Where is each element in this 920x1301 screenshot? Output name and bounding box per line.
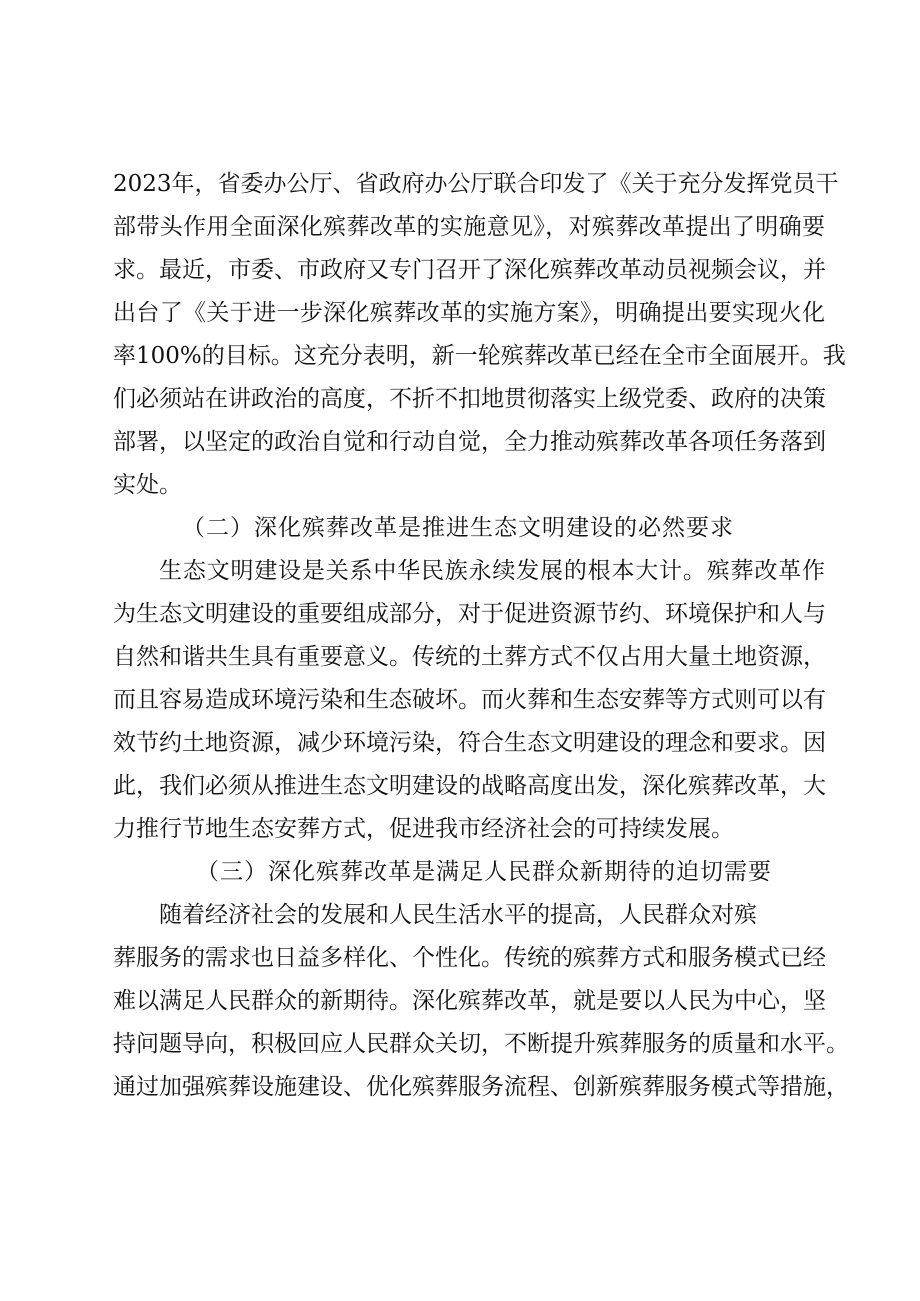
text-line: 力推行节地生态安葬方式，促进我市经济社会的可持续发展。 bbox=[113, 816, 734, 842]
text-line: 实处。 bbox=[113, 472, 182, 498]
text-line: 通过加强殡葬设施建设、优化殡葬服务流程、创新殡葬服务模式等措施， bbox=[113, 1074, 849, 1100]
text-line: 部署，以坚定的政治自觉和行动自觉，全力推动殡葬改革各项任务落到 bbox=[113, 429, 826, 455]
text-line: 难以满足人民群众的新期待。深化殡葬改革，就是要以人民为中心，坚 bbox=[113, 988, 826, 1014]
text-line: 2023年，省委办公厅、省政府办公厅联合印发了《关于充分发挥党员干 bbox=[113, 171, 839, 197]
text-line: 率100%的目标。这充分表明，新一轮殡葬改革已经在全市全面展开。我 bbox=[113, 343, 846, 369]
text-line: 自然和谐共生具有重要意义。传统的土葬方式不仅占用大量土地资源， bbox=[113, 644, 826, 670]
text-line: 部带头作用全面深化殡葬改革的实施意见》，对殡葬改革提出了明确要 bbox=[113, 214, 825, 240]
section-heading-3: （三）深化殡葬改革是满足人民群众新期待的迫切需要 bbox=[196, 859, 772, 885]
text-line: 葬服务的需求也日益多样化、个性化。传统的殡葬方式和服务模式已经 bbox=[113, 945, 826, 971]
text-line: 为生态文明建设的重要组成部分，对于促进资源节约、环境保护和人与 bbox=[113, 601, 826, 627]
text-line: 出台了《关于进一步深化殡葬改革的实施方案》，明确提出要实现火化 bbox=[113, 300, 825, 326]
text-line: 效节约土地资源，减少环境污染，符合生态文明建设的理念和要求。因 bbox=[113, 730, 826, 756]
text-line: 随着经济社会的发展和人民生活水平的提高，人民群众对殡 bbox=[159, 902, 757, 928]
section-heading-2: （二）深化殡葬改革是推进生态文明建设的必然要求 bbox=[182, 515, 734, 541]
text-line: 生态文明建设是关系中华民族永续发展的根本大计。殡葬改革作 bbox=[159, 558, 825, 584]
text-line: 而且容易造成环境污染和生态破坏。而火葬和生态安葬等方式则可以有 bbox=[113, 687, 826, 713]
text-line: 们必须站在讲政治的高度，不折不扣地贯彻落实上级党委、政府的决策 bbox=[113, 386, 826, 412]
text-line: 此，我们必须从推进生态文明建设的战略高度出发，深化殡葬改革，大 bbox=[113, 773, 826, 799]
text-line: 持问题导向，积极回应人民群众关切，不断提升殡葬服务的质量和水平。 bbox=[113, 1031, 849, 1057]
text-line: 求。最近，市委、市政府又专门召开了深化殡葬改革动员视频会议，并 bbox=[113, 257, 826, 283]
